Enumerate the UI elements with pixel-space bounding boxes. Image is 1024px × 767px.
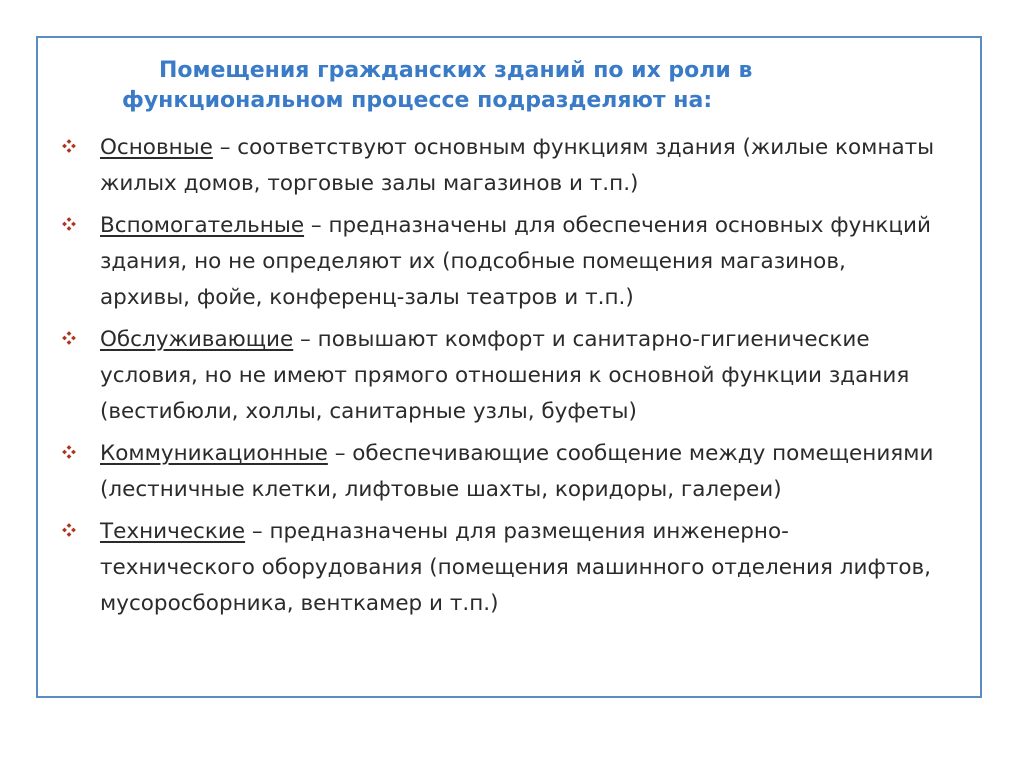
item-text: – предназначены для размещения инженерно-технического оборудования (помещения машинного отделения лифтов, мусоросборника, венткамер и т.п.) [100,519,932,616]
item-text: – предназначены для обеспечения основных функций здания, но не определяют их (подсобные помещения магазинов, архивы, фойе, конференц-залы театров и т.п.) [100,213,931,310]
slide-frame [36,36,982,698]
item-text: – соответствуют основным функциям здания (жилые комнаты жилых домов, торговые залы магазинов и т.п.) [100,135,935,196]
list-item [52,208,942,316]
list-item [52,436,942,508]
item-term: Основные [100,135,213,160]
item-term: Обслуживающие [100,327,294,352]
item-term: Вспомогательные [100,213,305,238]
list-item [52,514,942,622]
item-text: – обеспечивающие сообщение между помещениями (лестничные клетки, лифтовые шахты, коридоры, галереи) [100,441,934,502]
slide-title: Помещения гражданских зданий по их роли в функциональном процессе подразделяют на: [122,58,753,113]
item-term: Технические [100,519,246,544]
item-term: Коммуникационные [100,441,328,466]
item-text: – повышают комфорт и санитарно-гигиенические условия, но не имеют прямого отношения к основной функции здания (вестибюли, холлы, санитарные узлы, буфеты) [100,327,910,424]
diamond-bullet-icon [62,445,76,459]
diamond-bullet-icon [62,331,76,345]
list-item [52,322,942,430]
diamond-bullet-icon [62,217,76,231]
diamond-bullet-icon [62,139,76,153]
list-item [52,130,942,202]
bullet-list [52,130,942,628]
diamond-bullet-icon [62,523,76,537]
